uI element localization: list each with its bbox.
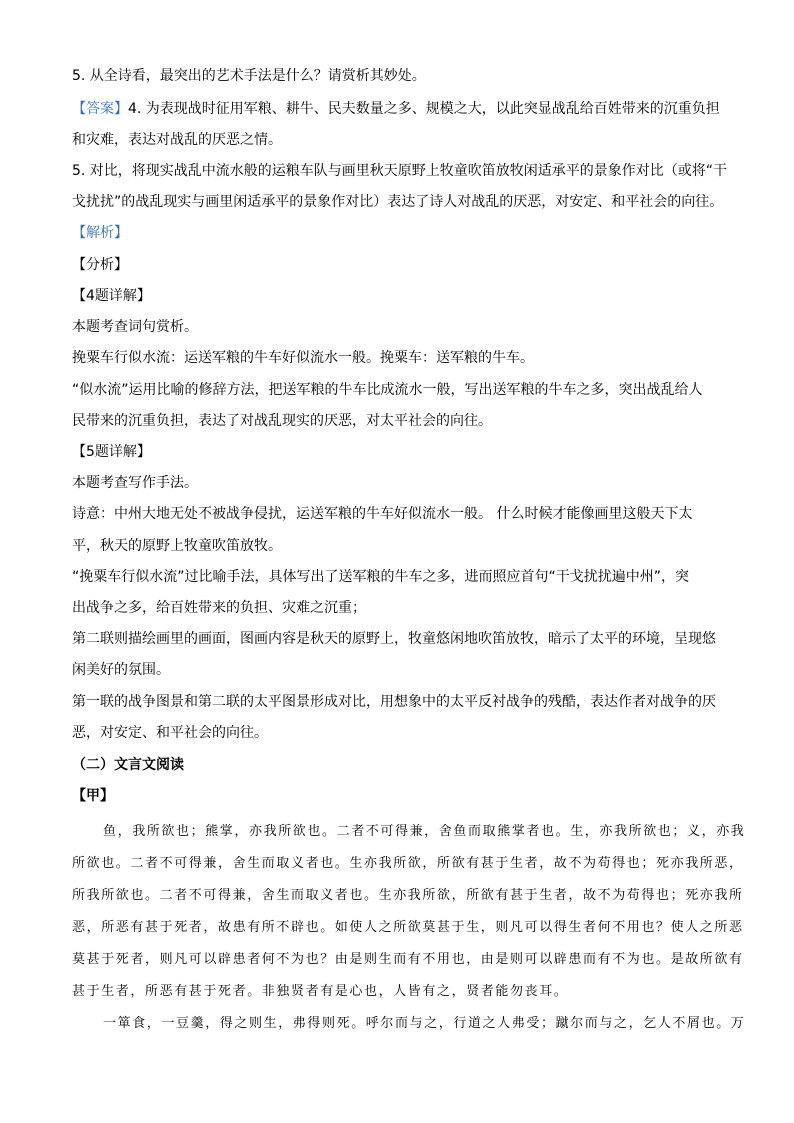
q5-line-7: 闲美好的氛围。 [72, 662, 170, 678]
answer-tag: 【答案】 [72, 101, 128, 117]
answer-text: 4. 为表现战时征用军粮、耕牛、民夫数量之多、规模之大，以此突显战乱给百姓带来的沉重负担 [128, 101, 720, 117]
answer-line-3: 5. 对比，将现实战乱中流水般的运粮车队与画里秋天原野上牧童吹笛放牧闲适承平的景象作对比（或将“干 [72, 163, 728, 179]
classical-line-5: 莫甚于死者，则凡可以辟患者何不为也？由是则生而有不用也，由是则可以辟患而有不为也。是故所欲有 [72, 952, 744, 967]
q5-line-5: 出战争之多，给百姓带来的负担、灾难之沉重； [72, 600, 366, 616]
question-5: 5. 从全诗看，最突出的艺术手法是什么？请赏析其妙处。 [72, 68, 426, 84]
q4-line-4: 民带来的沉重负担，表达了对战乱现实的厌恶，对太平社会的向往。 [72, 413, 492, 429]
jia-heading: 【甲】 [72, 788, 114, 804]
q5-line-1: 本题考查写作手法。 [72, 475, 198, 491]
q5-detail-heading: 【5题详解】 [72, 444, 151, 460]
classical-line-4: 恶，所恶有甚于死者，故患有所不辟也。如使人之所欲莫甚于生，则凡可以得生者何不用也？使人之所恶 [72, 920, 744, 935]
q4-detail-heading: 【4题详解】 [72, 288, 151, 304]
q5-line-3: 平，秋天的原野上牧童吹笛放牧。 [72, 538, 282, 554]
answer-line-4: 戈扰扰”的战乱现实与画里闲适承平的景象作对比）表达了诗人对战乱的厌恶，对安定、和平社会的向往。 [72, 194, 724, 210]
classical-line-7: 一箪食，一豆羹，得之则生，弗得则死。呼尔而与之，行道之人弗受；蹴尔而与之，乞人不屑也。万 [103, 1016, 746, 1031]
analysis-tag: 【解析】 [72, 225, 128, 241]
q5-line-6: 第二联则描绘画里的画面，图画内容是秋天的原野上，牧童悠闲地吹笛放牧，暗示了太平的环境，呈现悠 [72, 631, 716, 647]
q4-line-1: 本题考查词句赏析。 [72, 319, 198, 335]
q5-line-4: “挽粟车行似水流”过比喻手法，具体写出了送军粮的牛车之多，进而照应首句“干戈扰扰遍中州”，突 [72, 569, 690, 585]
q4-line-3: “似水流”运用比喻的修辞方法，把送军粮的牛车比成流水一般，写出送军粮的牛车之多，突出战乱给人 [72, 382, 703, 398]
classical-line-1: 鱼，我所欲也；熊掌，亦我所欲也。二者不可得兼，舍鱼而取熊掌者也。生，亦我所欲也；义，亦我 [103, 824, 746, 839]
answer-line-2: 和灾难，表达对战乱的厌恶之情。 [72, 132, 282, 148]
classical-line-3: 所我所欲也。二者不可得兼，舍生而取义者也。生亦我所欲，所欲有甚于生者，故不为苟得也；死亦我所 [72, 888, 744, 903]
section-heading: （二）文言文阅读 [72, 757, 184, 773]
q5-line-8: 第一联的战争图景和第二联的太平图景形成对比，用想象中的太平反衬战争的残酷，表达作者对战争的厌 [72, 694, 716, 710]
classical-line-2: 所欲也。二者不可得兼，舍生而取义者也。生亦我所欲，所欲有甚于生者，故不为苟得也；死亦我所恶， [72, 856, 744, 871]
classical-line-6: 甚于生者，所恶有甚于死者。非独贤者有是心也，人皆有之，贤者能勿丧耳。 [72, 984, 569, 999]
answer-line-1 [72, 99, 720, 119]
q4-line-2: 挽粟车行似水流：运送军粮的牛车好似流水一般。挽粟车：送军粮的牛车。 [72, 350, 534, 366]
q5-line-9: 恶，对安定、和平社会的向往。 [72, 725, 268, 741]
q5-line-2: 诗意：中州大地无处不被战争侵扰，运送军粮的牛车好似流水一般。 什么时候才能像画里这般天下太 [72, 506, 693, 522]
fenxi-heading: 【分析】 [72, 257, 128, 273]
